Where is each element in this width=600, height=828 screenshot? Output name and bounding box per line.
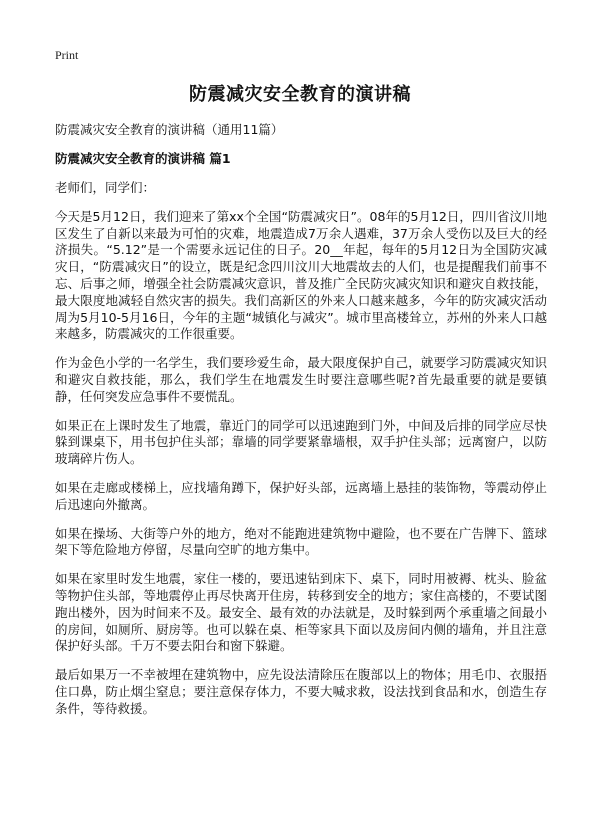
- document-subtitle: 防震减灾安全教育的演讲稿（通用11篇）: [55, 122, 284, 137]
- page-title: 防震减灾安全教育的演讲稿: [189, 84, 411, 105]
- body-paragraph-2: 作为金色小学的一名学生，我们要珍爱生命，最大限度保护自己，就要学习防震减灾知识和避灾自救技能，那么，我们学生在地震发生时要注意哪些呢?首先最重要的就是要镇静，任何突发应急事件不要慌乱。: [55, 355, 547, 404]
- body-paragraph-5: 如果在操场、大街等户外的地方，绝对不能跑进建筑物中避险，也不要在广告牌下、篮球架下等危险地方停留，尽量向空旷的地方集中。: [55, 525, 547, 558]
- body-paragraph-3: 如果正在上课时发生了地震，靠近门的同学可以迅速跑到门外，中间及后排的同学应尽快躲到课桌下，用书包护住头部；靠墙的同学要紧靠墙根，双手护住头部；远离窗户，以防玻璃碎片伤人。: [55, 417, 547, 467]
- greeting-paragraph: 老师们，同学们：: [55, 180, 156, 195]
- section-heading: 防震减灾安全教育的演讲稿 篇1: [55, 151, 231, 166]
- print-link[interactable]: Print: [55, 48, 79, 62]
- body-paragraph-6: 如果在家里时发生地震，家住一楼的，要迅速钻到床下、桌下，同时用被褥、枕头、脸盆等物护住头部，等地震停止再尽快离开住房，转移到安全的地方；家住高楼的，不要试图跑出楼外，因为时间来不及。最安全、最有效的办法就是，及时躲到两个承重墙之间最小的房间，如厕所、厨房等。也可以躲在桌、柜等家具下面以及房间内侧的墙角，并且注意保护好头部。千万不要去阳台和窗下躲避。: [55, 571, 547, 654]
- body-paragraph-1: 今天是5月12日，我们迎来了第xx个全国“防震减灾日”。08年的5月12日，四川省汶川地区发生了自新以来最为可怕的灾难，地震造成7万余人遇难，37万余人受伤以及巨大的经济损失。“5.12”是一个需要永远记住的日子。20__年起，每年的5月12日为全国防灾减灾日，“防震减灾日”的设立，既是纪念四川汶川大地震故去的人们，也是提醒我们前事不忘、后事之师，增强全社会防震减灾意识，普及推广全民防灾减灾知识和避灾自救技能，最大限度地减轻自然灾害的损失。我们高新区的外来人口越来越多，今年的防灾减灾活动周为5月10-5月16日，今年的主题“城镇化与减灾”。城市里高楼耸立，苏州的外来人口越来越多，防震减灾的工作很重要。: [55, 208, 547, 342]
- body-paragraph-7: 最后如果万一不幸被埋在建筑物中，应先设法清除压在腹部以上的物体；用毛巾、衣服捂住口鼻，防止烟尘窒息；要注意保存体力，不要大喊求救，设法找到食品和水，创造生存条件，等待救援。: [55, 667, 547, 716]
- body-paragraph-4: 如果在走廊或楼梯上，应找墙角蹲下，保护好头部，远离墙上悬挂的装饰物，等震动停止后迅速向外撤离。: [55, 479, 547, 512]
- speech-body: [55, 180, 547, 730]
